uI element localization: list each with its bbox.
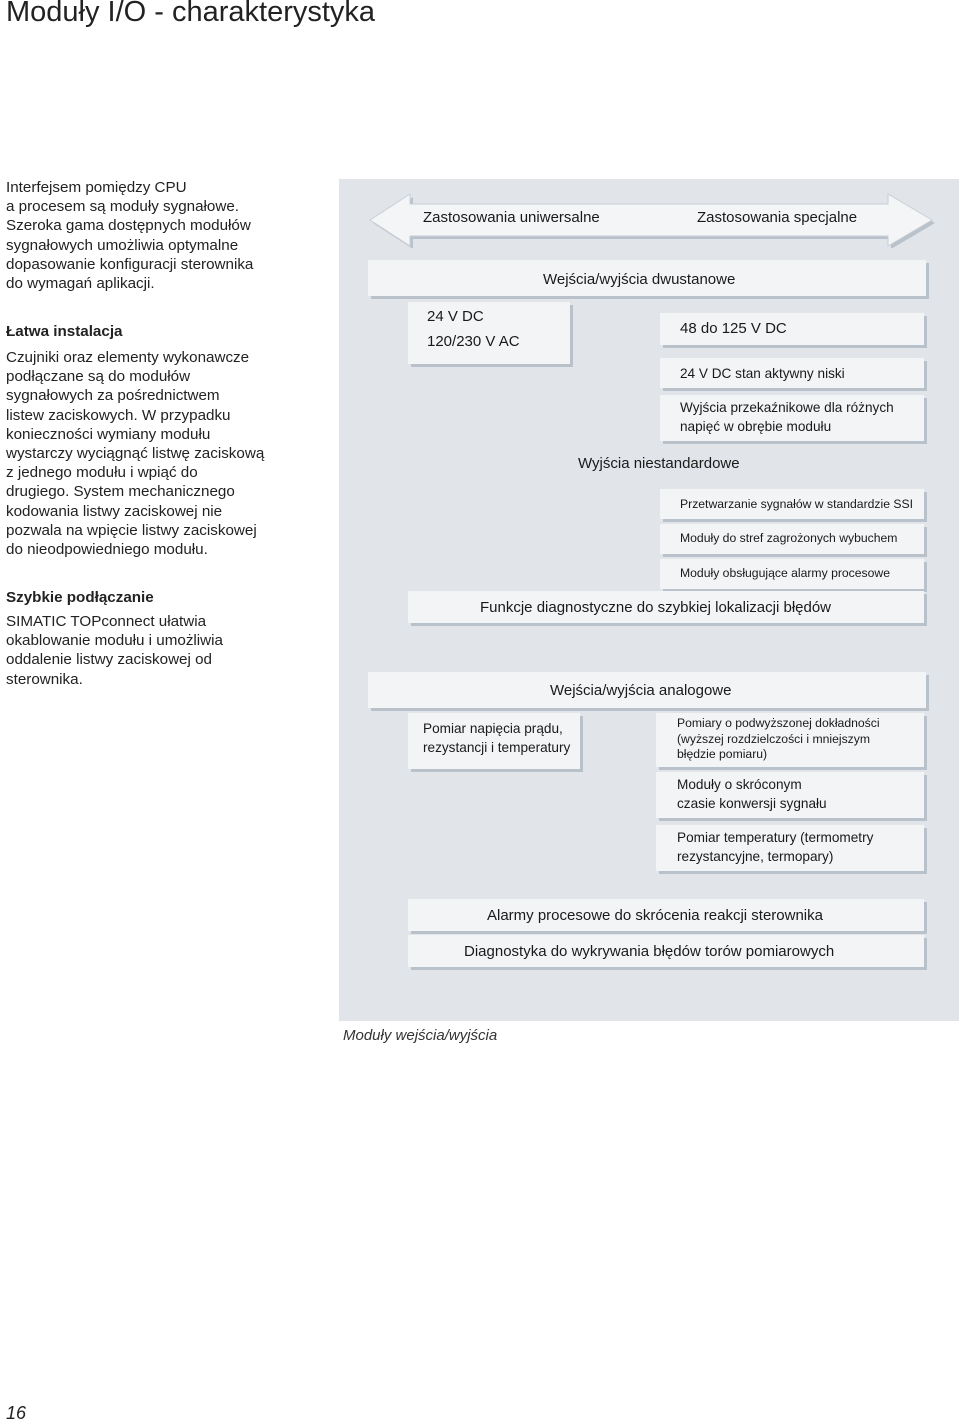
fast-connect-paragraph: SIMATIC TOPconnect ułatwia okablowanie modułu i umożliwia oddalenie listwy zaciskowej od sterownika. [6,613,223,688]
intro-paragraph: Interfejsem pomiędzy CPU a procesem są moduły sygnałowe. Szeroka gama dostępnych modułów sygnałowych umożliwia optymalne dopasowanie konfiguracji sterownika do wymagań aplikacji. [6,179,254,293]
binary-relay-label-line1: Wyjścia przekaźnikowe dla różnych [680,400,894,415]
process-alarm-label: Moduły obsługujące alarmy procesowe [680,566,891,580]
analog-universal-label-line2: rezystancji i temperatury [423,740,571,755]
special-applications-label: Zastosowania specjalne [697,209,858,226]
binary-active-low-label: 24 V DC stan aktywny niski [680,366,845,381]
analog-high-accuracy-line2: (wyższej rozdzielczości i mniejszym [677,732,871,746]
figure-caption: Moduły wejścia/wyjścia [343,1027,498,1044]
binary-120-230vac-label: 120/230 V AC [427,333,520,350]
binary-48-125vdc-label: 48 do 125 V DC [680,320,787,337]
analog-temperature-line1: Pomiar temperatury (termometry [677,830,874,845]
nonstandard-outputs-label: Wyjścia niestandardowe [578,455,740,472]
analog-fast-conversion-line2: czasie konwersji sygnału [677,796,827,811]
ex-zone-label: Moduły do stref zagrożonych wybuchem [680,531,898,545]
analog-io-header: Wejścia/wyjścia analogowe [550,682,732,699]
analog-fast-conversion-line1: Moduły o skróconym [677,777,802,792]
analog-temperature-line2: rezystancyjne, termopary) [677,849,834,864]
fast-connect-heading: Szybkie podłączanie [6,589,154,606]
page-number: 16 [6,1403,27,1423]
universal-applications-label: Zastosowania uniwersalne [423,209,600,226]
binary-diagnostics-label: Funkcje diagnostyczne do szybkiej lokalizacji błędów [480,599,832,616]
binary-relay-label-line2: napięć w obrębie modułu [680,419,832,434]
page-title: Moduły I/O - charakterystyka [6,0,376,28]
analog-high-accuracy-line3: błędzie pomiaru) [677,747,768,761]
binary-io-header: Wejścia/wyjścia dwustanowe [543,271,736,288]
easy-install-heading: Łatwa instalacja [6,323,123,340]
ssi-label: Przetwarzanie sygnałów w standardzie SSI [680,497,914,511]
analog-high-accuracy-line1: Pomiary o podwyższonej dokładności [677,716,880,730]
binary-24vdc-label: 24 V DC [427,308,484,325]
easy-install-paragraph: Czujniki oraz elementy wykonawcze podłączane są do modułów sygnałowych za pośrednictwem listew zaciskowych. W przypadku konieczności wymiany modułu wystarczy wyciągnąć listwę zaciskową z jednego modułu i wpiąć do drugiego. System mechanicznego kodowania listwy zaciskowej nie pozwala na wpięcie listwy zaciskowej do nieodpowiedniego modułu. [6,349,265,559]
analog-alarm-label: Alarmy procesowe do skrócenia reakcji sterownika [487,907,823,924]
analog-universal-label-line1: Pomiar napięcia prądu, [423,721,563,736]
analog-diagnostics-label: Diagnostyka do wykrywania błędów torów pomiarowych [464,943,835,960]
